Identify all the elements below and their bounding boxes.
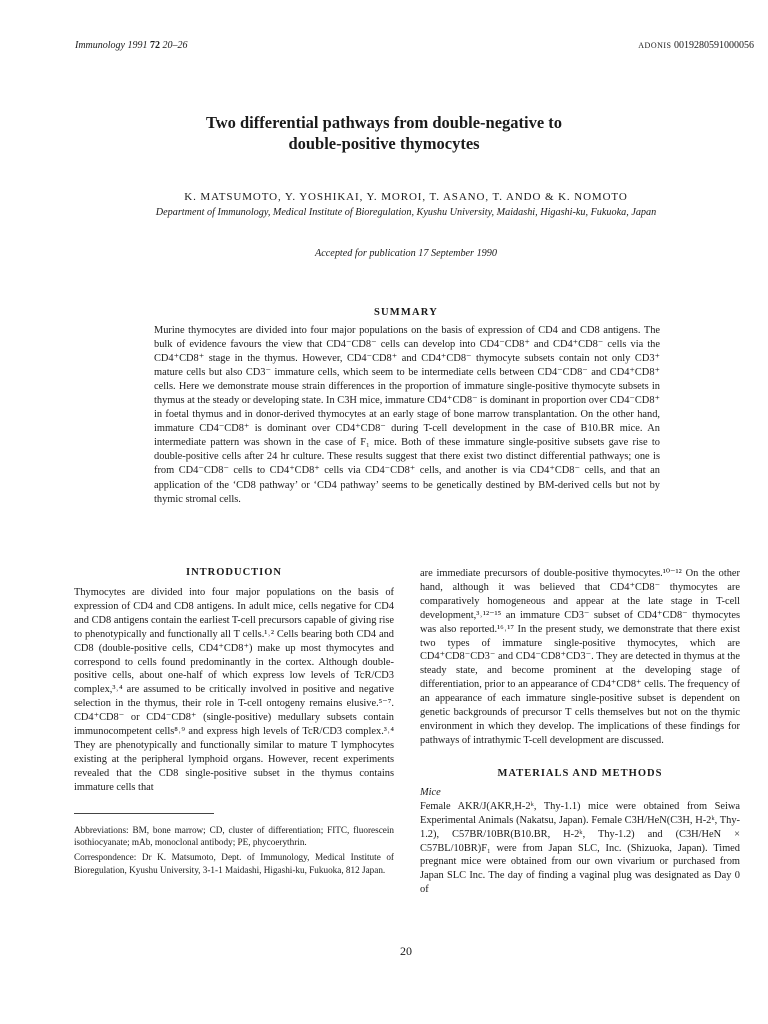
right-column: [420, 567, 740, 897]
paper-title: [0, 112, 768, 154]
adonis-number: 0019280591000056: [674, 40, 754, 51]
summary-heading: SUMMARY: [373, 307, 439, 318]
page-number: 20: [400, 944, 412, 958]
correspondence-footnote: Correspondence: Dr K. Matsumoto, Dept. of Immunology, Medical Institute of Bioregulation, Kyushu University, 3-1-1 Maidashi, Higashi-ku, Fukuoka, 812 Japan.: [74, 852, 394, 875]
title-line-2: double-positive thymocytes: [288, 134, 480, 153]
accepted-date: Accepted for publication 17 September 1990: [315, 248, 497, 259]
introduction-continued-text: are immediate precursors of double-positive thymocytes.¹⁰⁻¹² On the other hand, although it was believed that CD4⁺CD8⁻ thymocytes are comparatively homogeneous and appear at the late stage in T-cell development,³˒¹²⁻¹⁵ an immature CD3⁻ subset of CD4⁺CD8⁻ thymocytes was also reported.¹⁶˒¹⁷ In the present study, we demonstrate that there exist two types of immature single-positive thymocytes, which are CD4⁺CD8⁻CD3⁻ and CD4⁻CD8⁺CD3⁻. They are detected in thymus at the steady state, and become prominent at the developing stage of differentiation, prior to an appearance of CD4⁺CD8⁺ cells. The frequency of an appearance of each immature single-positive subset is dependent on genetic backgrounds of precursor T cells themselves but not on the thymic environment in which they develop. The implications of these findings for pathways of intrathymic T-cell development are discussed.: [420, 568, 740, 746]
journal-volume: 72: [150, 40, 160, 51]
author-list: K. MATSUMOTO, Y. YOSHIKAI, Y. MOROI, T. ASANO, T. ANDO & K. NOMOTO: [184, 191, 628, 203]
journal-year: 1991: [127, 40, 148, 51]
journal-name: Immunology: [75, 40, 125, 51]
mice-subheading: Mice: [420, 786, 441, 798]
methods-heading: MATERIALS AND METHODS: [497, 767, 663, 779]
adonis-label: ADONIS: [638, 41, 672, 50]
introduction-text: Thymocytes are divided into four major populations on the basis of expression of CD4 and CD8 antigens. In adult mice, cells negative for CD4 and CD8 antigens contain the earliest T-cell precursors capable of giving rise to phenotypically and functionally all T cells.¹˒² Cells bearing both CD4 and CD8 (double-positive cells, CD4⁺CD8⁺) make up most thymocytes and correspond to cells found predominantly in the cortex. Although double-positive cells, about one-half of which express low levels of TcR/CD3 complex,³˒⁴ are assumed to be critically involved in positive and negative selection in the thymus, their role in T-cell ontogeny remains elusive.⁵⁻⁷. CD4⁺CD8⁻ or CD4⁻CD8⁺ (single-positive) medullary subsets contain immunocompetent cells⁸˒⁹ and express high levels of TcR/CD3 complex.³˒⁴ They are phenotypically and functionally similar to mature T lymphocytes existing at the peripheral lymphoid organs. However, recent experiments revealed that the CD8 single-positive subset in the thymus contains immature cells that: [74, 587, 394, 793]
footnote-divider: [74, 813, 214, 814]
affiliation: Department of Immunology, Medical Institute of Bioregulation, Kyushu University, Maidashi, Higashi-ku, Fukuoka, Japan: [155, 207, 657, 218]
summary-text: Murine thymocytes are divided into four major populations on the basis of expression of CD4 and CD8 antigens. The bulk of evidence favours the view that CD4⁻CD8⁻ cells can develop into CD4⁻CD8⁺ and CD4⁺CD8⁻ cells via the CD4⁺CD8⁺ stage in the thymus. However, CD4⁻CD8⁺ and CD4⁺CD8⁻ thymocyte subsets contain not only CD3⁺ mature cells but also CD3⁻ immature cells, which seem to be intermediate cells between CD4⁻CD8⁻ and CD4⁺CD8⁺ cells. Here we demonstrate mouse strain differences in the proportion of immature single-positive thymocyte subsets in thymus at the steady or developing state. In C3H mice, immature CD4⁺CD8⁻ is dominant in proportion over CD4⁻CD8⁺ in foetal thymus and in donor-derived thymocytes at an early stage of bone marrow transplantation. On the other hand, immature CD4⁻CD8⁺ is dominant over CD4⁺CD8⁻ during T-cell development in the case of B10.BR mice. An intermediate pattern was shown in the case of F₁ mice. Both of these immature single-positive subsets gave rise to double-positive cells after 24 hr culture. These results suggest that there exist two distinct differential pathways; one is from CD4⁻CD8⁻ cells to CD4⁺CD8⁺ cells via CD4⁻CD8⁺ cells, and another is via CD4⁺CD8⁻ cells, and that an application of the ‘CD8 pathway’ or ‘CD4 pathway’ seems to be genetically destined by BM-derived cells but not by thymic stromal cells.: [154, 325, 660, 505]
title-line-1: Two differential pathways from double-negative to: [205, 113, 563, 132]
running-header-citation: [75, 40, 188, 51]
left-column: [74, 567, 394, 879]
running-header-adonis: [638, 40, 754, 51]
abbreviations-footnote: Abbreviations: BM, bone marrow; CD, cluster of differentiation; FITC, fluorescein isothiocyanate; mAb, monoclonal antibody; PE, phycoerythrin.: [74, 824, 394, 847]
journal-pages: 20–26: [162, 40, 188, 51]
introduction-heading: INTRODUCTION: [185, 567, 282, 578]
mice-text: Female AKR/J(AKR,H-2ᵏ, Thy-1.1) mice were obtained from Seiwa Experimental Animals (Nakatsu, Japan). Female C3H/HeN(C3H, H-2ᵏ, Thy-1.2), C57BR/10BR(B10.BR, H-2ᵏ, Thy-1.2) and (C3H/HeN × C57BL/10BR)F₁ were from Japan SLC, Inc. (Shizuoka, Japan). Timed pregnant mice were obtained from our own vivarium or purchased from Japan SLC Inc. The day of finding a vaginal plug was designated as Day 0 of: [420, 800, 740, 896]
